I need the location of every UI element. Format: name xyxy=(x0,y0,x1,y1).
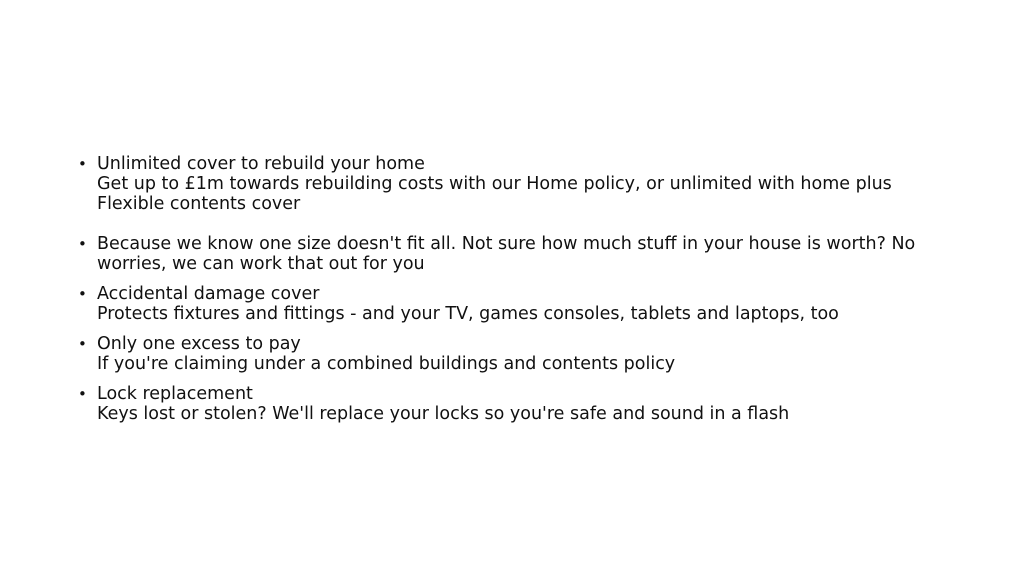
bullet-detail: Protects fixtures and fittings - and your TV, games consoles, tablets and laptops, too xyxy=(97,304,839,324)
bullet-dot-icon: • xyxy=(78,235,87,253)
bullet-item-rebuild-cover xyxy=(78,154,938,214)
bullet-heading: Unlimited cover to rebuild your home xyxy=(97,154,425,174)
bullet-dot-icon: • xyxy=(78,335,87,353)
bullet-detail: Keys lost or stolen? We'll replace your locks so you're safe and sound in a flash xyxy=(97,404,790,424)
bullet-item-one-excess xyxy=(78,334,938,374)
bullet-heading: Only one excess to pay xyxy=(97,334,301,354)
bullet-list xyxy=(78,154,938,434)
bullet-detail: Get up to £1m towards rebuilding costs with our Home policy, or unlimited with home plus Flexible contents cover xyxy=(97,174,892,214)
bullet-heading: Lock replacement xyxy=(97,384,253,404)
bullet-dot-icon: • xyxy=(78,285,87,303)
bullet-dot-icon: • xyxy=(78,385,87,403)
bullet-detail: If you're claiming under a combined buildings and contents policy xyxy=(97,354,676,374)
bullet-item-lock-replacement xyxy=(78,384,938,424)
bullet-heading: Accidental damage cover xyxy=(97,284,320,304)
bullet-dot-icon: • xyxy=(78,155,87,173)
bullet-item-accidental-damage xyxy=(78,284,938,324)
bullet-heading: Because we know one size doesn't fit all. Not sure how much stuff in your house is worth? No worries, we can work that out for you xyxy=(97,234,916,274)
bullet-item-one-size xyxy=(78,234,938,274)
